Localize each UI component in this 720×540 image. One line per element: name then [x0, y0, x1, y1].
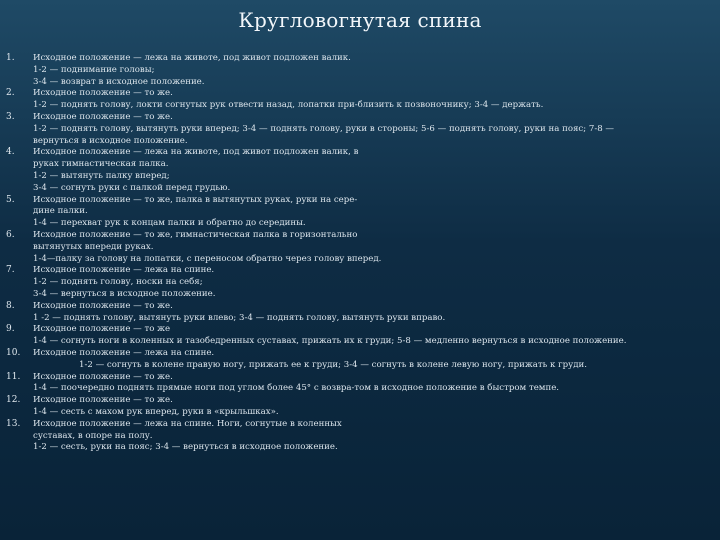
list-item [0, 324, 720, 348]
list-item [0, 265, 720, 300]
list-item [0, 230, 720, 265]
list-item [0, 419, 720, 454]
list-item-line: дине палки. [33, 206, 88, 217]
list-item-line: 1 -2 — поднять голову, вытянуть руки влево; 3-4 — поднять голову, вытянуть руки вправо. [33, 312, 446, 323]
list-item [0, 348, 720, 372]
list-item-number: 9. [6, 324, 15, 335]
list-item-line: 1-2 — поднимание головы; [33, 64, 155, 75]
list-item-line: 1-2 — согнуть в колене правую ногу, прижать ее к груди; 3-4 — согнуть в колене левую ногу, прижать к груди. [79, 359, 587, 370]
list-item-line: Исходное положение — то же. [33, 88, 173, 99]
list-item-line: 3-4 — вернуться в исходное положение. [33, 288, 216, 299]
list-item-line: Исходное положение — лежа на спине. [33, 265, 215, 276]
slide-title: Кругловогнутая спина [238, 8, 482, 32]
list-item-line: Исходное положение — то же. [33, 300, 173, 311]
list-item-line: 3-4 — возврат в исходное положение. [33, 76, 205, 87]
list-item [0, 53, 720, 88]
list-item-number: 8. [6, 300, 15, 311]
list-item-line: 1-4 — перехват рук к концам палки и обратно до середины. [33, 218, 306, 229]
list-item-number: 1. [6, 53, 15, 63]
list-item-line: 1-4—палку за голову на лопатки, с переносом обратно через голову вперед. [33, 253, 382, 264]
list-item [0, 301, 720, 325]
list-item [0, 372, 720, 396]
list-item-line: вернуться в исходное положение. [33, 135, 188, 146]
list-item-line: Исходное положение — лежа на спине. Ноги, согнутые в коленных [33, 418, 342, 429]
list-item-line: 1-2 — поднять голову, локти согнутых рук отвести назад, лопатки при-близить к позвоночнику; 3-4 — держать. [33, 100, 544, 111]
list-item-line: 3-4 — согнуть руки с палкой перед грудью. [33, 182, 231, 193]
list-item-number: 13. [6, 418, 21, 429]
list-item-number: 2. [6, 88, 15, 99]
list-item-line: Исходное положение — то же, палка в вытянутых руках, руки на сере- [33, 194, 358, 205]
list-item-number: 10. [6, 347, 21, 358]
list-item-line: Исходное положение — лежа на животе, под живот подложен валик. [33, 53, 351, 63]
list-item-number: 7. [6, 265, 15, 276]
list-item [0, 195, 720, 230]
list-item-line: Исходное положение — то же. [33, 111, 173, 122]
list-item-line: 1-4 — сесть с махом рук вперед, руки в «крыльшках». [33, 406, 279, 417]
list-item-line: Исходное положение — то же, гимнастическая палка в горизонтально [33, 229, 358, 240]
list-item-number: 12. [6, 395, 21, 406]
list-item-line: 1-2 — вытянуть палку вперед; [33, 170, 170, 181]
exercise-list [0, 53, 720, 454]
list-item [0, 147, 720, 194]
list-item-line: 1-2 — сесть, руки на пояс; 3-4 — вернуться в исходное положение. [33, 442, 338, 453]
list-item-line: 1-2 — поднять голову, носки на себя; [33, 277, 203, 288]
list-item [0, 112, 720, 147]
list-item-line: 1-4 — поочередно поднять прямые ноги под углом более 45° с возвра-том в исходное положение в быстром темпе. [33, 383, 560, 394]
list-item-number: 11. [6, 371, 21, 382]
list-item-line: вытянутых впереди руках. [33, 241, 154, 252]
list-item-line: Исходное положение — лежа на спине. [33, 347, 215, 358]
list-item [0, 88, 720, 112]
list-item-line: суставах, в опоре на полу. [33, 430, 153, 441]
list-item-number: 4. [6, 147, 15, 158]
list-item-line: 1-4 — согнуть ноги в коленных и тазобедренных суставах, прижать их к груди; 5-8 — медленно вернуться в исходное положение. [33, 336, 627, 347]
list-item-number: 3. [6, 111, 15, 122]
list-item-line: Исходное положение — лежа на животе, под живот подложен валик, в [33, 147, 359, 158]
list-item-line: Исходное положение — то же. [33, 395, 173, 406]
list-item-number: 6. [6, 229, 15, 240]
list-item-line: Исходное положение — то же [33, 324, 171, 335]
list-item-number: 5. [6, 194, 15, 205]
list-item-line: руках гимнастическая палка. [33, 159, 169, 170]
list-item [0, 395, 720, 419]
list-item-line: 1-2 — поднять голову, вытянуть руки вперед; 3-4 — поднять голову, руки в стороны; 5-6 — поднять голову, руки на пояс; 7-8 — [33, 123, 615, 134]
list-item-line: Исходное положение — то же. [33, 371, 173, 382]
